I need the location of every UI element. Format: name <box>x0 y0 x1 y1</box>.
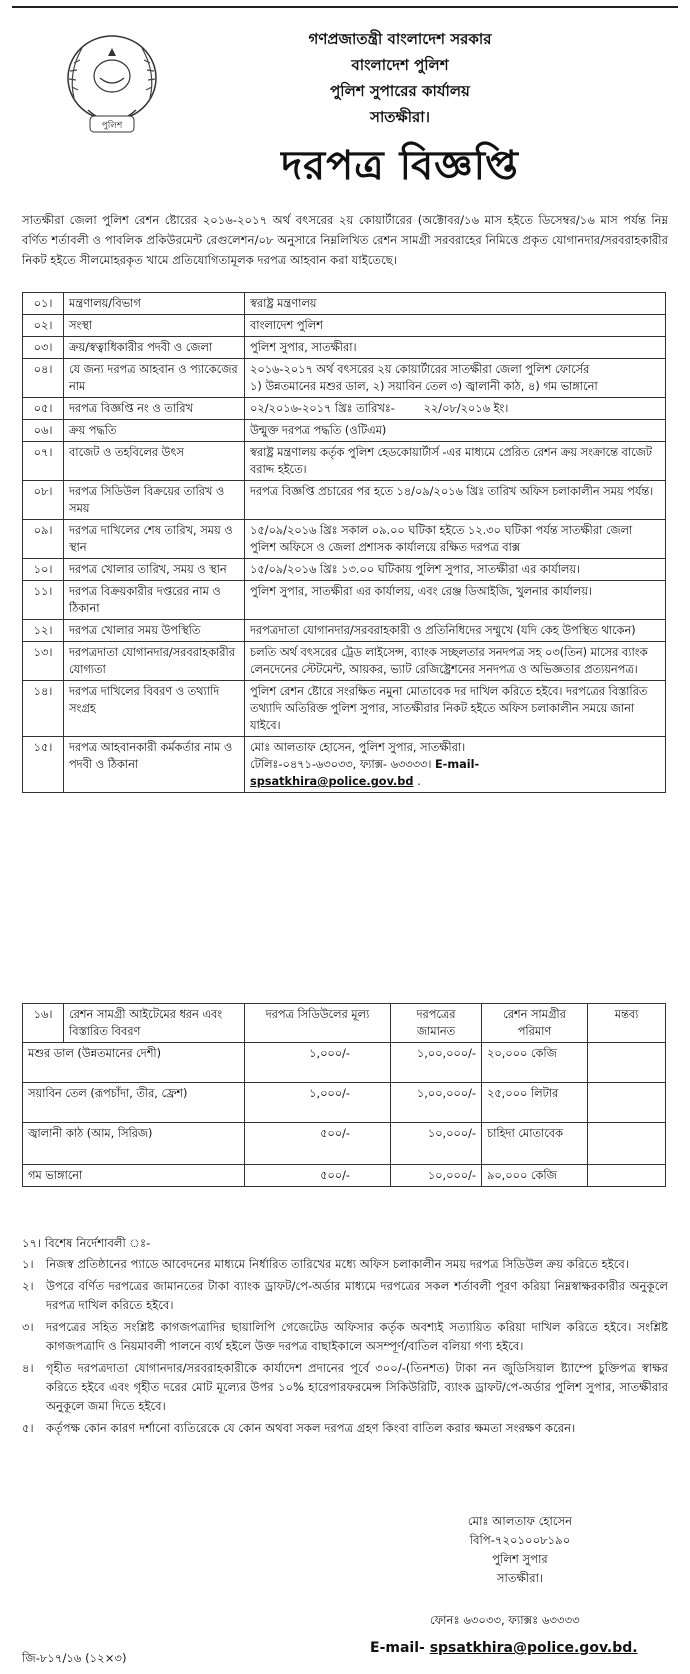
list-item-number: ১। <box>22 1257 34 1271</box>
item-quantity: ৯০,০০০ কেজি <box>482 1165 588 1187</box>
list-item-text: নিজস্ব প্রতিষ্ঠানের প্যাডে আবেদনের মাধ্যমে নির্ধারিত তারিখের মধ্যে অফিস চলাকালীন সময় দরপত্র সিডিউল ক্রয় করিতে হইবে। <box>46 1257 629 1271</box>
row-number: ০২। <box>23 315 64 337</box>
row-label: দরপত্র খোলার তারিখ, সময় ও স্থান <box>64 559 245 581</box>
instructions-heading: ১৭। বিশেষ নির্দেশাবলী ঃ- <box>22 1236 151 1250</box>
table-row <box>23 620 666 642</box>
row-label: মন্ত্রণালয়/বিভাগ <box>64 293 245 315</box>
signature-block <box>420 1512 620 1588</box>
row-label: বাজেট ও তহবিলের উৎস <box>64 442 245 481</box>
row-value: দরপত্র বিজ্ঞপ্তি প্রচারের পর হতে ১৪/০৯/২০১৬ খ্রিঃ তারিখ অফিস চলাকালীন সময় পর্যন্ত। <box>245 481 666 520</box>
officer-phone: টেলিঃ-০৪৭১-৬৩০৩৩, ফ্যাক্স- ৬৩৩৩৩। <box>250 758 432 771</box>
tender-details-table <box>22 292 666 793</box>
row-number: ০৫। <box>23 398 64 420</box>
table-row <box>23 359 666 398</box>
row-number: ১২। <box>23 620 64 642</box>
row-label: দরপত্র বিক্রয়কারীর দপ্তরের নাম ও ঠিকানা <box>64 581 245 620</box>
item-deposit: ১,০০,০০০/- <box>391 1043 482 1083</box>
table-row <box>23 520 666 559</box>
list-item-number: ৫। <box>22 1421 34 1435</box>
item-description: মশুর ডাল (উন্নতমানের দেশী) <box>23 1043 245 1083</box>
row-number: ১০। <box>23 559 64 581</box>
list-item <box>22 1318 668 1356</box>
item-quantity: ২০,০০০ কেজি <box>482 1043 588 1083</box>
header-location: সাতক্ষীরা। <box>370 108 430 126</box>
list-item-text: দরপত্রের সহিত সংশ্লিষ্ট কাগজপত্রাদির ছায়ালিপি গেজেটেড অফিসার কর্তৃক অবশ্যই সত্যায়িত করিয়া দাখিল করিতে হইবে। সংশ্লিষ্ট কাগজপত্রাদি ও নিয়মাবলী পালনে ব্যর্থ হইলে উক্ত দরপত্র বাছাইকালে অসম্পূর্ণ/বাতিল বলিয়া গণ্য হইবে। <box>46 1320 668 1353</box>
footer-email <box>370 1640 638 1656</box>
row-value: স্বরাষ্ট্র মন্ত্রণালয় কর্তৃক পুলিশ হেডকোয়ার্টার্স -এর মাধ্যমে প্রেরিত রেশন ক্রয় সংক্রান্তে বাজেট বরাদ্দ হইতে। <box>245 442 666 481</box>
special-instructions <box>22 1234 668 1441</box>
table-row <box>23 398 666 420</box>
row-value: স্বরাষ্ট্র মন্ত্রণালয় <box>245 293 666 315</box>
column-header-quantity: রেশন সামগ্রীর পরিমাণ <box>482 1004 588 1043</box>
table-row <box>23 1123 666 1165</box>
row-value: ১৫/০৯/২০১৬ খ্রিঃ ১৩.০০ ঘটিকায় পুলিশ সুপার, সাতক্ষীরা এর কার্যালয়। <box>245 559 666 581</box>
officer-name: মোঃ আলতাফ হোসেন, পুলিশ সুপার, সাতক্ষীরা। <box>250 741 466 754</box>
table-row <box>23 681 666 737</box>
package-intro: ২০১৬-২০১৭ অর্থ বৎসরের ২য় কোয়ার্টারের সাতক্ষীরা জেলা পুলিশ ফোর্সের <box>250 363 590 376</box>
svg-text:পুলিশ: পুলিশ <box>101 121 123 131</box>
item-description: সয়াবিন তেল (রূপচাঁদা, তীর, ফ্রেশ) <box>23 1083 245 1123</box>
email-label: E-mail- <box>434 758 480 771</box>
item-quantity: চাহিদা মোতাবেক <box>482 1123 588 1165</box>
item-deposit: ১,০০,০০০/- <box>391 1083 482 1123</box>
top-border <box>12 6 678 22</box>
row-number: ০৬। <box>23 420 64 442</box>
publication-reference: জি-৮১৭/১৬ (১২×৩) <box>22 1651 127 1665</box>
table-row <box>23 420 666 442</box>
signatory-name: মোঃ আলতাফ হোসেন <box>467 1514 573 1528</box>
row-value: দরপত্রদাতা যোগানদার/সরবরাহকারী ও প্রতিনিধিদের সম্মুখে (যদি কেহ উপস্থিত থাকেন) <box>245 620 666 642</box>
page-title: দরপত্র বিজ্ঞপ্তি <box>281 143 519 189</box>
footer-email-label: E-mail- <box>370 1640 430 1656</box>
column-header-remark: মন্তব্য <box>588 1004 666 1043</box>
list-item-text: কর্তৃপক্ষ কোন কারণ দর্শানো ব্যতিরেকে যে কোন অথবা সকল দরপত্র গ্রহণ কিংবা বাতিল করার ক্ষমতা সংরক্ষণ করেন। <box>46 1421 576 1435</box>
items-table <box>22 1003 666 1187</box>
item-deposit: ১০,০০০/- <box>391 1165 482 1187</box>
item-description: জ্বালানী কাঠ (আম, সিরিজ) <box>23 1123 245 1165</box>
row-label: যে জন্য দরপত্র আহবান ও প্যাকেজের নাম <box>64 359 245 398</box>
table-row <box>23 293 666 315</box>
row-label: দরপত্র খোলার সময় উপস্থিতি <box>64 620 245 642</box>
list-item <box>22 1419 668 1438</box>
row-label: ক্রয়/স্বত্বাধিকারীর পদবী ও জেলা <box>64 337 245 359</box>
row-value: বাংলাদেশ পুলিশ <box>245 315 666 337</box>
signatory-place: সাতক্ষীরা। <box>496 1571 544 1585</box>
list-item-number: ৩। <box>22 1320 34 1334</box>
table-row <box>23 581 666 620</box>
table-row <box>23 481 666 520</box>
row-number: ১৫। <box>23 737 64 793</box>
officer-contact <box>250 756 660 773</box>
list-item-number: ২। <box>22 1279 34 1293</box>
row-label: দরপত্র আহবানকারী কর্মকর্তার নাম ও পদবী ও ঠিকানা <box>64 737 245 793</box>
item-quantity: ২৫,০০০ লিটার <box>482 1083 588 1123</box>
signatory-designation: পুলিশ সুপার <box>492 1552 548 1566</box>
header-department: বাংলাদেশ পুলিশ <box>351 56 449 74</box>
item-remark <box>588 1165 666 1187</box>
footer-email-link[interactable]: spsatkhira@police.gov.bd. <box>429 1640 638 1656</box>
item-price: ১,০০০/- <box>245 1083 391 1123</box>
header-government: গণপ্রজাতন্ত্রী বাংলাদেশ সরকার <box>308 30 492 48</box>
list-item-number: ৪। <box>22 1361 34 1375</box>
row-number: ০৩। <box>23 337 64 359</box>
row-value: ১৫/০৯/২০১৬ খ্রিঃ সকাল ০৯.০০ ঘটিকা হইতে ১২.৩০ ঘটিকা পর্যন্ত সাতক্ষীরা জেলা পুলিশ অফিসে ও জেলা প্রশাসক কার্যালয়ে রক্ষিত দরপত্র বাক্স <box>245 520 666 559</box>
package-items: ১) উন্নতমানের মশুর ডাল, ২) সয়াবিন তেল ৩) জ্বালানী কাঠ, ৪) গম ভাঙ্গানো <box>250 380 598 393</box>
row-label: দরপত্রদাতা যোগানদার/সরবরাহকারীর যোগ্যতা <box>64 642 245 681</box>
column-header-description: রেশন সামগ্রী আইটেমের ধরন এবং বিস্তারিত বিবরণ <box>64 1004 245 1043</box>
table-row <box>23 442 666 481</box>
items-table-header <box>23 1004 666 1043</box>
row-value <box>245 359 666 398</box>
row-value: উন্মুক্ত দরপত্র পদ্ধতি (ওটিএম) <box>245 420 666 442</box>
row-number: ১৩। <box>23 642 64 681</box>
row-label: দরপত্র দাখিলের বিবরণ ও তথ্যাদি সংগ্রহ <box>64 681 245 737</box>
table-row <box>23 642 666 681</box>
list-item <box>22 1277 668 1315</box>
row-value: চলতি অর্থ বৎসরের ট্রেড লাইসেন্স, ব্যাংক সচ্ছলতার সনদপত্র সহ ০৩(তিন) মাসের ব্যাংক লেনদেনের স্টেটমেন্ট, আয়কর, ভ্যাট রেজিষ্ট্রেশনের সনদপত্র ও অভিজ্ঞতার প্রত্যয়নপত্র। <box>245 642 666 681</box>
row-number: ০৪। <box>23 359 64 398</box>
row-label: দরপত্র দাখিলের শেষ তারিখ, সময় ও স্থান <box>64 520 245 559</box>
list-item <box>22 1359 668 1416</box>
row-label: দরপত্র বিজ্ঞপ্তি নং ও তারিখ <box>64 398 245 420</box>
row-number: ০৯। <box>23 520 64 559</box>
table-row <box>23 1165 666 1187</box>
row-value: মোঃ আলতাফ হোসেন, পুলিশ সুপার, সাতক্ষীরা। টেলিঃ-০৪৭১-৬৩০৩৩, ফ্যাক্স- ৬৩৩৩৩। E-mail- spsatkhira@police.gov.bd . <box>245 737 666 793</box>
item-remark <box>588 1043 666 1083</box>
row-value: পুলিশ সুপার, সাতক্ষীরা এর কার্যালয়, এবং রেঞ্জ ডিআইজি, খুলনার কার্যালয়। <box>245 581 666 620</box>
row-value: পুলিশ রেশন ষ্টোরে সংরক্ষিত নমুনা মোতাবেক দর দাখিল করিতে হইবে। দরপত্রের বিস্তারিত তথ্যাদি অতিরিক্ত পুলিশ সুপার, সাতক্ষীরার নিকট হইতে অফিস চলাকালীন সময়ে জানা যাইবে। <box>245 681 666 737</box>
table-row <box>23 1083 666 1123</box>
row-value: ০২/২০১৬-২০১৭ খ্রিঃ তারিখঃ- ২২/০৮/২০১৬ ইং। <box>245 398 666 420</box>
contact-phone: ফোনঃ ৬৩০৩৩, ফ্যাক্সঃ ৬৩৩৩৩ <box>430 1613 580 1627</box>
row-label: ক্রয় পদ্ধতি <box>64 420 245 442</box>
list-item <box>22 1255 668 1274</box>
row-number: ০১। <box>23 293 64 315</box>
item-price: ১,০০০/- <box>245 1043 391 1083</box>
row-label: সংস্থা <box>64 315 245 337</box>
row-number: ১৬। <box>23 1004 64 1043</box>
column-header-price: দরপত্র সিডিউলের মূল্য <box>245 1004 391 1043</box>
office-header <box>170 26 630 196</box>
item-remark <box>588 1083 666 1123</box>
police-emblem-logo <box>60 28 164 146</box>
column-header-deposit: দরপত্রের জামানত <box>391 1004 482 1043</box>
table-row <box>23 559 666 581</box>
item-price: ৫০০/- <box>245 1123 391 1165</box>
row-number: ১৪। <box>23 681 64 737</box>
item-deposit: ১০,০০০/- <box>391 1123 482 1165</box>
header-office: পুলিশ সুপারের কার্যালয় <box>330 82 470 100</box>
row-number: ০৭। <box>23 442 64 481</box>
item-price: ৫০০/- <box>245 1165 391 1187</box>
row-label: দরপত্র সিডিউল বিক্রয়ের তারিখ ও সময় <box>64 481 245 520</box>
intro-paragraph: সাতক্ষীরা জেলা পুলিশ রেশন ষ্টোরের ২০১৬-২০১৭ অর্থ বৎসরের ২য় কোয়ার্টারের (অক্টোবর/১৬ মাস হইতে ডিসেম্বর/১৬ মাস পর্যন্ত নিম্ন বর্ণিত শর্তাবলী ও পাবলিক প্রকিউরমেন্ট রেগুলেশন/০৮ অনুসারে নিম্নলিখিত রেশন সামগ্রী সরবরাহের নিমিত্তে প্রকৃত যোগানদার/সরবরাহকারীর নিকট হইতে সীলমোহরকৃত খামে প্রতিযোগিতামূলক দরপত্র আহবান করা যাইতেছে। <box>22 213 668 267</box>
list-item-text: গৃহীত দরপত্রদাতা যোগানদার/সরবরাহকারীকে কার্যাদেশ প্রদানের পূর্বে ৩০০/-(তিনশত) টাকা নন জুডিসিয়াল ষ্ট্যাম্পে চুক্তিপত্র স্বাক্ষর করিতে হইবে এবং গৃহীত দরের মোট মূল্যের উপর ১০% হারেপারফরমেন্স সিকিউরিটি, ব্যাংক ড্রাফট/পে-অর্ডার পুলিশ সুপার, সাতক্ষীরার অনুকূলে জমা দিতে হইবে। <box>46 1361 668 1413</box>
table-row <box>23 315 666 337</box>
item-remark <box>588 1123 666 1165</box>
row-number: ০৮। <box>23 481 64 520</box>
table-row <box>23 337 666 359</box>
officer-email-link[interactable]: spsatkhira@police.gov.bd <box>250 775 414 788</box>
row-number: ১১। <box>23 581 64 620</box>
table-row <box>23 737 666 793</box>
item-description: গম ভাঙ্গানো <box>23 1165 245 1187</box>
signatory-bp-number: বিপি-৭২০১০০৮১৯০ <box>469 1533 571 1547</box>
table-row <box>23 1043 666 1083</box>
row-value: পুলিশ সুপার, সাতক্ষীরা। <box>245 337 666 359</box>
list-item-text: উপরে বর্ণিত দরপত্রের জামানতের টাকা ব্যাংক ড্রাফট/পে-অর্ডার মাধ্যমে দরপত্রের সকল শর্তাবলী পূরণ করিয়া নিম্নস্বাক্ষরকারীর অনুকূলে দরপত্র দাখিল করিতে হইবে। <box>46 1279 668 1312</box>
